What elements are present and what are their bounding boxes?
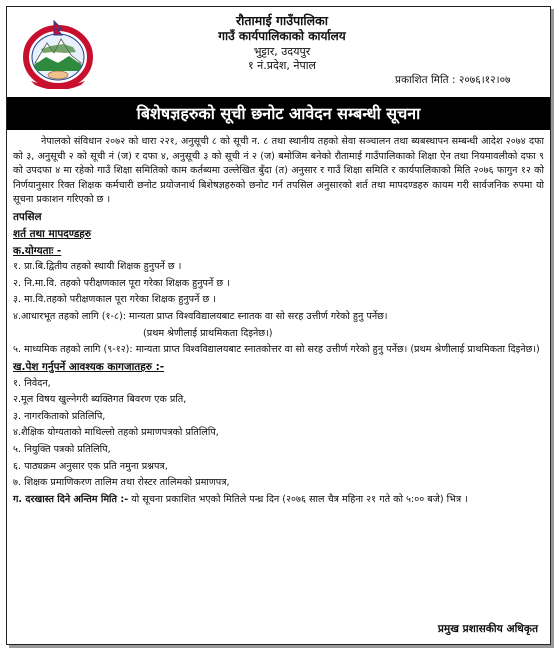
published-date: प्रकाशित मिति : २०७६।१२।०७ [395, 74, 511, 86]
office-header [147, 13, 417, 73]
notice-page [6, 6, 551, 645]
tapsil-heading: तपसिल [13, 210, 42, 223]
conditions-heading: शर्त तथा मापदण्डहरु [13, 227, 92, 240]
nepal-emblem-icon [21, 19, 95, 89]
province-line: १ नं.प्रदेश, नेपाल [247, 59, 317, 73]
document-item: ३. नागरकिताको प्रतिलिपि, [13, 410, 106, 422]
qualification-item: ५. माध्यमिक तहको लागि (९-१२): मान्यता प्राप्त विश्वविद्यालयबाट स्नातकोत्तर वा सो सरह उत्तीर्ण गरेको हुनु पर्नेछ। (प्रथम श्रेणीलाई प्राथमिकता दिइनेछ।) [13, 344, 540, 356]
qualification-item: ३. मा.वि.तहको परीक्षणकाल पूरा गरेका शिक्षक हुनुपर्ने छ । [13, 294, 216, 306]
qualification-heading: क.योग्यताः - [13, 244, 62, 257]
document-item: ५. नियुक्ति पत्रको प्रतिलिपि, [13, 443, 111, 455]
qualification-item: २. नि.मा.वि. तहको परीक्षणकाल पूरा गरेका शिक्षक हुनुपर्ने छ । [13, 277, 230, 289]
document-item: ६. पाठ्यक्रम अनुसार एक प्रति नमुना प्रश्नपत्र, [13, 460, 168, 472]
document-item: २.मूल विषय खुल्नेगरी ब्यक्तिगत बिवरण एक प्रति, [13, 394, 187, 406]
document-item: ४.शैक्षिक योग्यताको माथिल्लो तहको प्रमाणपत्रको प्रतिलिपि, [13, 427, 219, 439]
notice-title: बिशेषज्ञहरुको सूची छनोट आवेदन सम्बन्धी सूचना [7, 97, 550, 130]
deadline-section [13, 493, 544, 508]
intro-paragraph: नेपालको संविधान २०७२ को धारा २२१, अनुसूची ८ को सूची न. ८ तथा स्थानीय तहको सेवा सञ्चालन तथा ब्यबस्थापन सम्बन्धी आदेश २०७४ दफा को ३, अनुसूची २ को सूची नं (ज) र दफा ४, अनुसूची ३ को सूची नं २ (ज) बमोजिम बनेको रौतामाई गाउँपालिकाको शिक्षा ऐन तथा नियमावलीको दफा ९ को उपदफा ४ मा रहेको गाउँ शिक्षा समितिको काम कर्तब्यमा उल्लेखित बुँदा (त) अनुसार र गाउँ शिक्षा समिति र कार्यपालिकाको मिति २०७६ फागुन १२ को निर्णयानुसार रिक्त शिक्षक कर्मचारी छनोट प्रयोजनार्थ बिशेषज्ञहरुको छनोट गर्न तपसिल अनुसारको शर्त तथा मापदण्डहरु कायम गरी सार्वजनिक रुपमा यो सूचना प्रकाशन गरिएको छ । [13, 136, 544, 206]
qualification-note: (प्रथम श्रेणीलाई प्राथमिकता दिइनेछ।) [143, 327, 273, 339]
qualification-item: १. प्रा.बि.द्वितीय तहको स्थायी शिक्षक हुनुपर्ने छ । [13, 261, 182, 273]
office-address: भुट्टार, उदयपुर [253, 44, 311, 58]
documents-heading: ख.पेश गर्नुपर्ने आवश्यक कागजातहरु :- [13, 360, 165, 373]
office-name: गाउँ कार्यपालिकाको कार्यालय [218, 29, 346, 44]
municipality-name: रौतामाई गाउँपालिका [236, 13, 328, 28]
document-item: १. निवेदन, [13, 377, 51, 389]
document-item: ७. शिक्षक प्रमाणिकरण तालिम तथा रोस्टर तालिमको प्रमाणपत्र, [13, 477, 230, 489]
qualification-item: ४.आधारभूत तहको लागि (१-८): मान्यता प्राप्त विश्वविद्यालयबाट स्नातक वा सो सरह उत्तीर्ण गरेको हुनु पर्नेछ। [13, 311, 388, 323]
signature-title: प्रमुख प्रशासकीय अधिकृत [437, 623, 538, 635]
deadline-label: ग. दरखास्त दिने अन्तिम मिति :- [13, 493, 129, 505]
notice-body [13, 135, 544, 507]
deadline-text: यो सूचना प्रकाशित भएको मितिले पन्ध्र दिन (२०७६ साल चैत्र महिना २१ गते को ५:०० बजे) भित्र । [131, 493, 468, 505]
